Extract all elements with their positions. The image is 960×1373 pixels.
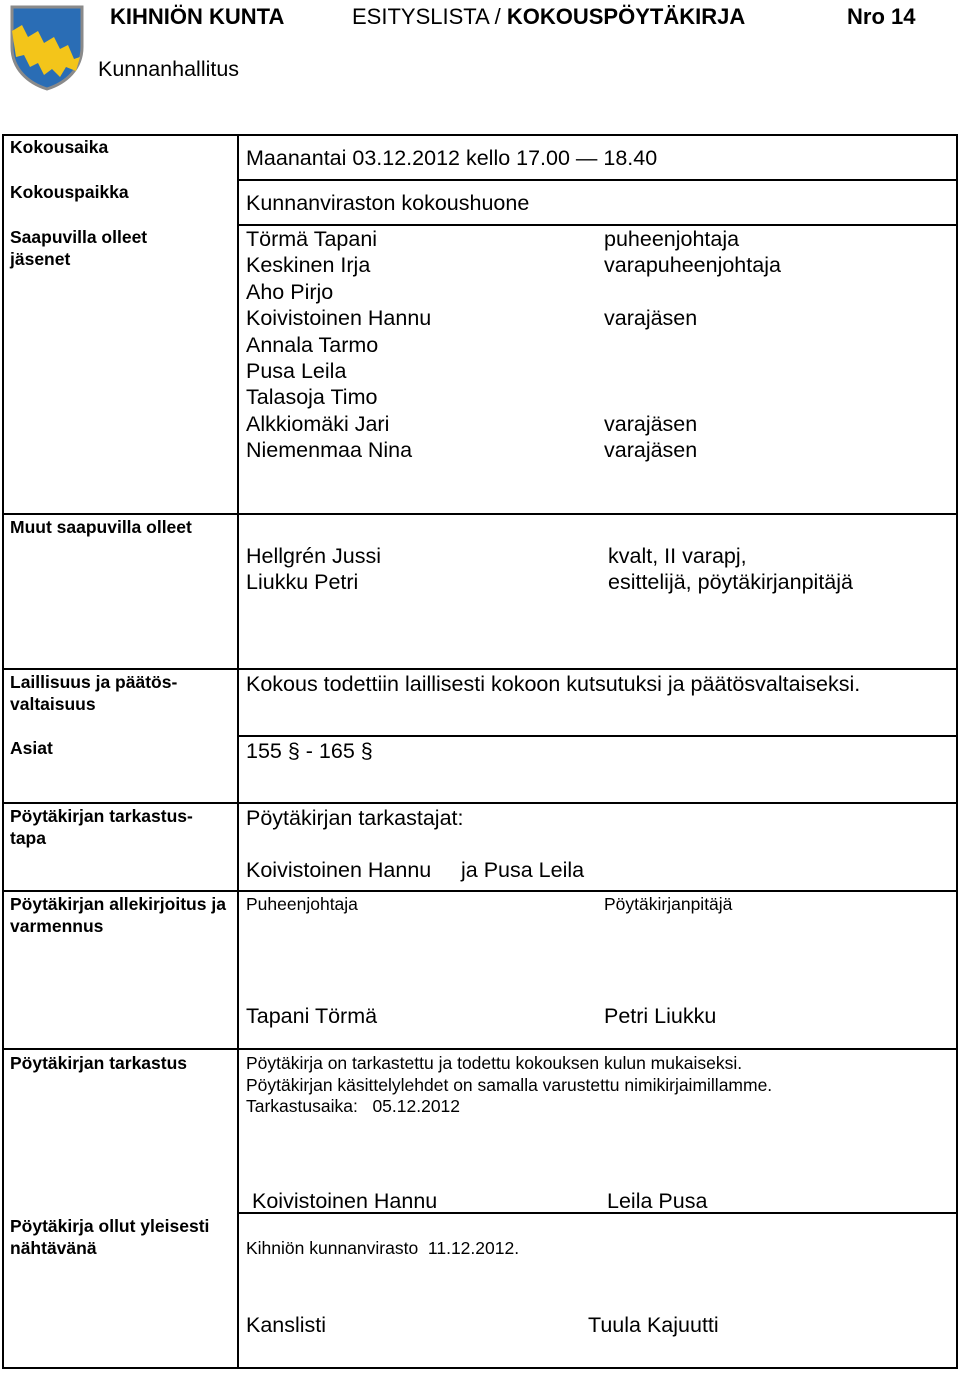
reviewer-1: Koivistoinen Hannu — [246, 858, 432, 882]
review-signer-1: Koivistoinen Hannu — [252, 1189, 438, 1213]
others-roles — [608, 543, 853, 596]
member-name: Annala Tarmo — [246, 332, 379, 357]
member-name: Aho Pirjo — [246, 279, 334, 304]
frame-right — [956, 134, 958, 1369]
row-divider — [2, 890, 958, 892]
members-label: Saapuvilla olleet jäsenet — [10, 227, 148, 269]
legality-value: Kokous todettiin laillisesti kokoon kutsutuksi ja päätösvaltaiseksi. — [246, 672, 861, 696]
review-signer-2: Leila Pusa — [607, 1189, 708, 1213]
secretary-title: Pöytäkirjanpitäjä — [604, 894, 733, 914]
member-name: Talasoja Timo — [246, 385, 378, 410]
member-role: varapuheenjohtaja — [604, 253, 781, 278]
secretary-name: Petri Liukku — [604, 1004, 717, 1028]
document-type — [352, 4, 745, 30]
member-name: Pusa Leila — [246, 358, 347, 383]
review-line-2: Pöytäkirjan käsittelylehdet on samalla varustettu nimikirjaimillamme. — [246, 1075, 773, 1095]
meeting-place-label: Kokouspaikka — [10, 182, 129, 202]
review-method-label: Pöytäkirjan tarkastus-tapa — [10, 806, 193, 848]
governing-body: Kunnanhallitus — [98, 57, 240, 81]
reviewer-2: ja Pusa Leila — [461, 858, 585, 882]
row-divider — [2, 513, 958, 515]
other-name: Hellgrén Jussi — [246, 544, 382, 568]
frame-left — [2, 134, 4, 1369]
row-divider — [238, 179, 958, 181]
member-role: varajäsen — [604, 438, 698, 463]
row-divider — [2, 668, 958, 670]
member-name: Törmä Tapani — [246, 227, 378, 251]
member-role — [604, 279, 781, 305]
municipality-name: KIHNIÖN KUNTA — [110, 4, 285, 29]
meeting-place-value: Kunnanviraston kokoushuone — [246, 191, 530, 215]
review-label: Pöytäkirjan tarkastus — [10, 1053, 188, 1073]
review-line-1: Pöytäkirja on tarkastettu ja todettu kokouksen kulun mukaiseksi. — [246, 1053, 743, 1073]
member-role: puheenjohtaja — [604, 227, 740, 251]
matters-label: Asiat — [10, 738, 53, 758]
member-name: Alkkiomäki Jari — [246, 411, 390, 436]
members-names — [246, 226, 431, 464]
chair-name: Tapani Törmä — [246, 1004, 378, 1028]
member-name: Koivistoinen Hannu — [246, 306, 432, 331]
row-divider — [238, 735, 958, 737]
chair-title: Puheenjohtaja — [246, 894, 358, 914]
member-role — [604, 384, 781, 410]
frame-bottom — [2, 1367, 958, 1369]
others-names — [246, 543, 381, 596]
member-role: varajäsen — [604, 411, 698, 436]
document-type-main: KOKOUSPÖYTÄKIRJA — [506, 4, 746, 29]
matters-value: 155 § - 165 § — [246, 739, 373, 763]
member-name: Niemenmaa Nina — [246, 438, 413, 463]
other-role: kvalt, II varapj, — [608, 544, 747, 568]
members-roles — [604, 226, 781, 464]
row-divider — [2, 1048, 958, 1050]
meeting-time-value: Maanantai 03.12.2012 kello 17.00 — 18.40 — [246, 146, 658, 170]
member-role — [604, 332, 781, 358]
document-type-prefix: ESITYSLISTA / — [352, 4, 507, 29]
signing-label: Pöytäkirjan allekirjoitus ja varmennus — [10, 894, 226, 936]
public-place-date: Kihniön kunnanvirasto 11.12.2012. — [246, 1238, 520, 1258]
public-display-label: Pöytäkirja ollut yleisesti nähtävänä — [10, 1216, 210, 1258]
document-number: Nro 14 — [847, 4, 916, 29]
legality-label: Laillisuus ja päätös-valtaisuus — [10, 672, 178, 714]
column-divider — [237, 134, 239, 1369]
member-role — [604, 358, 781, 384]
member-role: varajäsen — [604, 306, 698, 331]
other-role: esittelijä, pöytäkirjanpitäjä — [608, 570, 853, 595]
public-official-title: Kanslisti — [246, 1313, 327, 1337]
others-label: Muut saapuvilla olleet — [10, 517, 192, 537]
row-divider — [2, 802, 958, 804]
public-official-name: Tuula Kajuutti — [588, 1313, 719, 1337]
review-line-3: Tarkastusaika: 05.12.2012 — [246, 1096, 461, 1116]
meeting-time-label: Kokousaika — [10, 137, 109, 157]
other-name: Liukku Petri — [246, 570, 359, 595]
review-method-heading: Pöytäkirjan tarkastajat: — [246, 806, 464, 830]
member-name: Keskinen Irja — [246, 253, 371, 278]
municipal-crest-logo — [8, 3, 86, 91]
